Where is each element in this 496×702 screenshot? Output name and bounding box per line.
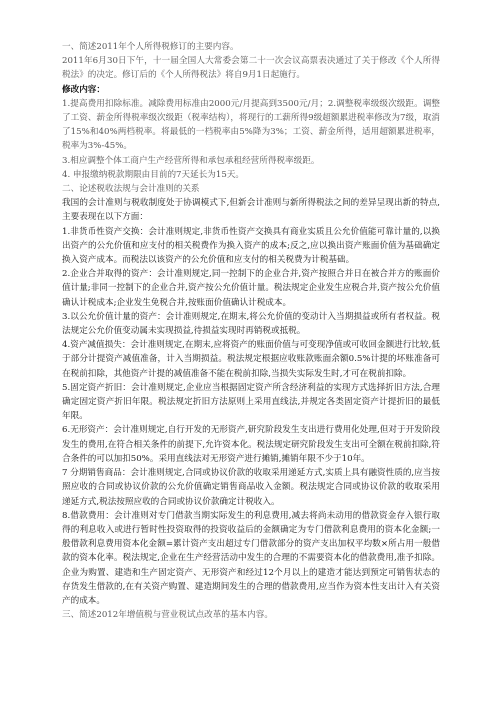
paragraph-item-4: 4. 申报缴纳税款期限由目前的7天延长为15天。 <box>62 169 245 180</box>
paragraph-depreciation: 5.固定资产折旧：会计准则规定,企业应当根据固定资产所含经济利益的实现方式选择折旧方法,合理确定固定资产折旧年限。税法规定折旧方法原则上采用直线法,并规定各类固定资产计提折旧的最低年限。 <box>62 382 440 422</box>
paragraph-installment-sales: 7 分期销售商品：会计准则规定,合同或协议价款的收取采用递延方式,实质上具有融资性质的,应当按照应收的合同或协议价款的公允价值确定销售商品收入金额。税法规定合同或协议价款的收取采用递延方式,税法按照应收的合同或协议价款确定计税收入。 <box>62 468 440 507</box>
subheading-changes: 修改内容： <box>62 84 105 95</box>
document-page <box>62 40 440 622</box>
paragraph-overview: 我国的会计准则与税收制度处于协调模式下,但新会计准则与新所得税法之间的差异呈现出新的特点,主要表现在以下方面： <box>62 198 440 223</box>
paragraph-impairment: 4.资产减值损失：会计准则规定,在期末,应将资产的账面价值与可变现净值或可收回金额进行比较,低于部分计提资产减值准备，计入当期损益。税法规定根据应收账款账面余额0.5%计提的坏账准备可在税前扣除，其他资产计提的减值准备不能在税前扣除,当损失实际发生时,才可在税前扣除。 <box>62 340 440 379</box>
paragraph-fair-value: 3.以公允价值计量的资产：会计准则规定,在期末,将公允价值的变动计入当期损益或所有者权益。税法规定公允价值变动属未实现损益,待损益实现时再销税或抵税。 <box>62 311 440 337</box>
paragraph-intangible: 6.无形资产：会计准则规定,自行开发的无形资产,研究阶段发生支出进行费用化处理,但对于开发阶段发生的费用,在符合相关条件的前提下,允许资本化。税法规定研究阶段发生支出可全额在税前扣除,符合条件的可以加扣50%。采用直线法对无形资产进行摊销,摊销年限不少于10年。 <box>62 425 440 464</box>
paragraph-item-1-2: 1.提高费用扣除标准。减除费用标准由2000元/月提高到3500元/月；2.调整税率级级次级距。调整了工资、薪金所得税率级次级距（税率结构），将现行的工薪所得9级超额累进税率修改为7级，取消了15%和40%两档税率。将最低的一档税率由5%降为3%；工资、薪金所得，适用超额累进税率，税率为3%-45%。 <box>62 98 440 152</box>
section-heading-2: 二、论述税收法规与会计准则的关系 <box>62 184 200 195</box>
paragraph-intro: 2011年6月30日下午，十一届全国人大常委会第二十一次会议高票表决通过了关于修改《个人所得税法》的决定。修订后的《个人所得税法》将自9月1日起施行。 <box>62 56 440 81</box>
paragraph-business-combination: 2.企业合并取得的资产：会计准则规定,同一控制下的企业合并,资产按照合并日在被合并方的账面价值计量;非同一控制下的企业合并,资产按公允价值计量。税法规定企业发生应税合并,资产按公允价值确认计税成本;企业发生免税合并,按账面价值确认计税成本。 <box>62 269 440 308</box>
paragraph-nonmonetary-exchange: 1.非货币性资产交换：会计准则规定,非货币性资产交换具有商业实质且公允价值能可靠计量的,以换出资产的公允价值和应支付的相关税费作为换入资产的成本;反之,应以换出资产账面价值为基础确定换入资产成本。而税法以该资产的公允价值和应支付的相关税费为计税基础。 <box>62 226 440 266</box>
paragraph-item-3: 3.相应调整个体工商户生产经营所得和承包承租经营所得税率级距。 <box>62 155 320 166</box>
section-heading-3: 三、简述2012年增值税与营业税试点改革的基本内容。 <box>62 610 273 621</box>
paragraph-borrowing-costs: 8.借款费用：会计准则对专门借款当期实际发生的利息费用,减去将尚未动用的借款资金存入银行取得的利息收入或进行暂时性投资取得的投资收益后的金额确定为专门借款利息费用的资本化金额;一般借款利息费用资本化金额=累计资产支出超过专门借款部分的资产支出加权平均数×所占用一般借款的资本化率。税法规定,企业在生产经营活动中发生的合理的不需要资本化的借款费用,准予扣除。企业为购置、建造和生产固定资产、无形资产和经过12个月以上的建造才能达到预定可销售状态的存货发生借款的,在有关资产购置、建造期间发生的合理的借款费用,应当作为资本性支出计入有关资产的成本。 <box>62 510 440 606</box>
section-heading-1: 一、简述2011年个人所得税修订的主要内容。 <box>62 42 239 52</box>
